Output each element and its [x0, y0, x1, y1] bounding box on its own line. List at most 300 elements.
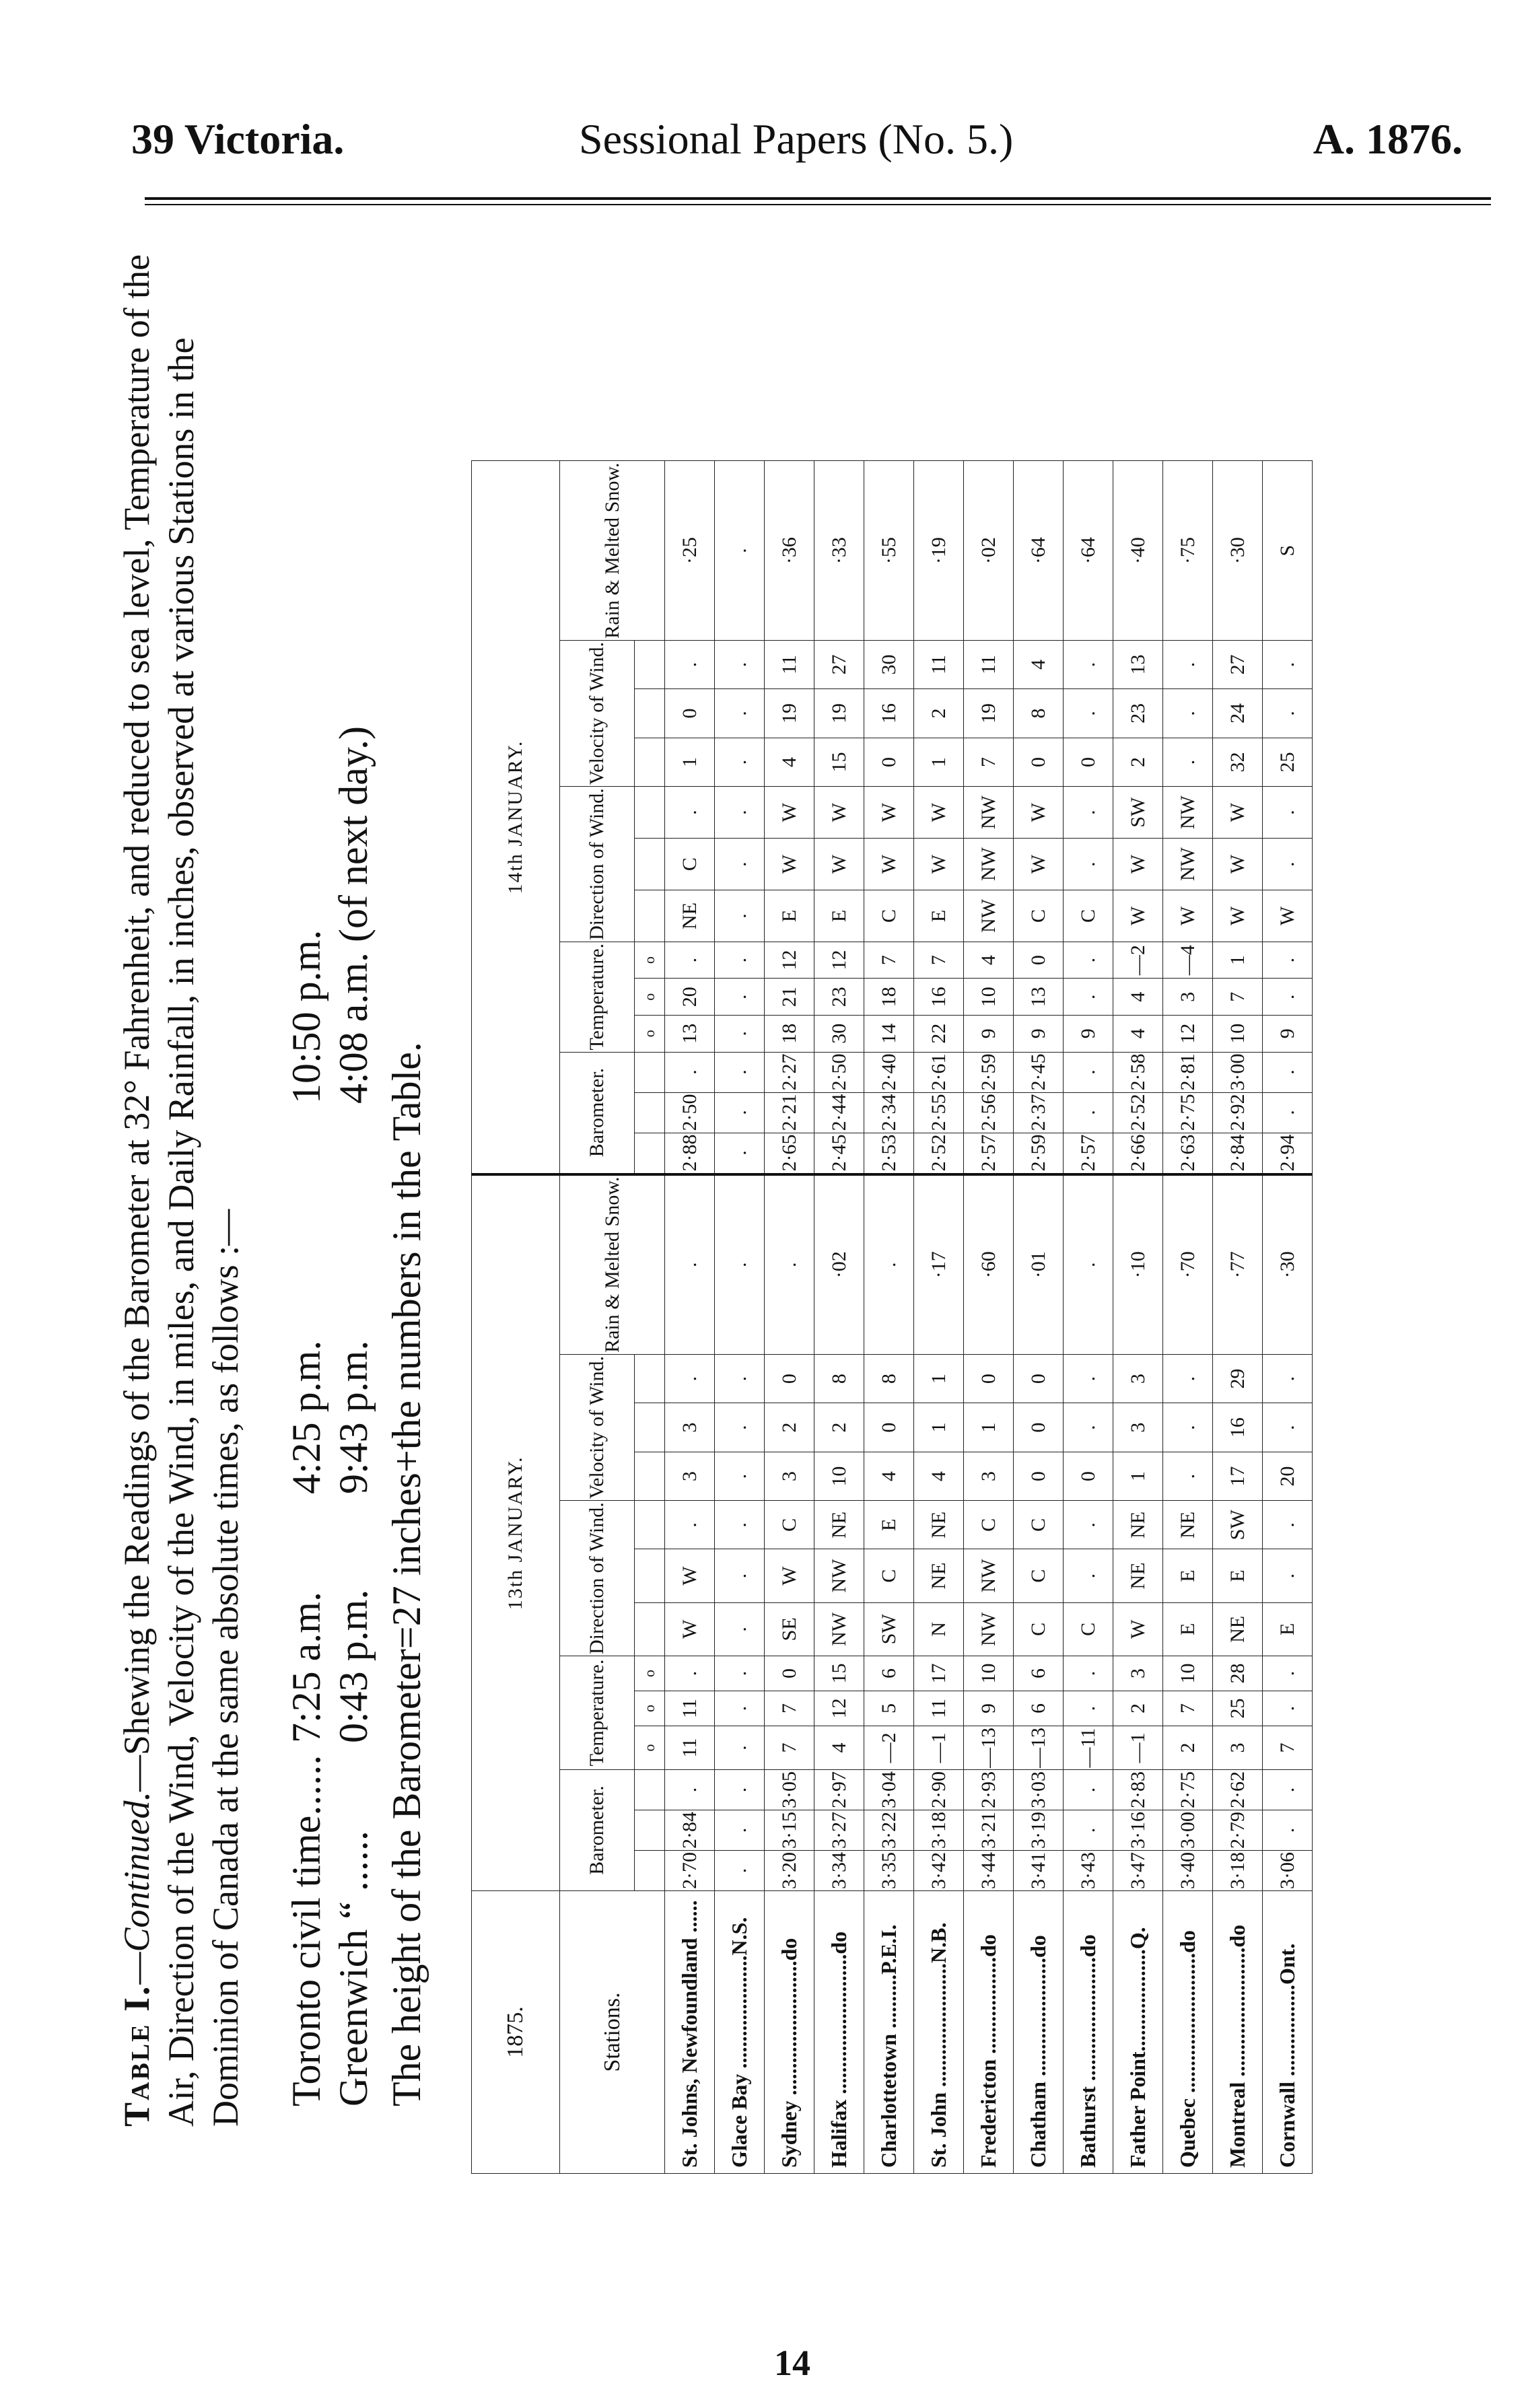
temperature-14: 14 — [864, 1016, 914, 1053]
rainfall-14: ·64 — [1064, 461, 1113, 640]
temperature-header: Temperature. — [560, 1656, 635, 1770]
temperature-14: 9 — [1014, 1016, 1064, 1053]
barometer-14: 2·56 — [964, 1092, 1014, 1133]
page-number: 14 — [774, 2343, 810, 2383]
temperature-14: 0 — [1014, 942, 1064, 979]
wind-velocity-14: 25 — [1263, 738, 1313, 786]
temperature-13: 17 — [914, 1656, 964, 1691]
group-14th-january: 14th JANUARY. — [472, 461, 560, 1174]
temperature-13: 7 — [1163, 1691, 1213, 1726]
wind-direction-14: W — [1113, 839, 1163, 890]
temperature-14: 7 — [914, 942, 964, 979]
barometer-14: . — [1064, 1092, 1113, 1133]
wind-direction-14: NE — [665, 890, 715, 942]
rainfall-13: . — [1064, 1174, 1113, 1355]
station-name: Cornwall .................Ont. — [1263, 1891, 1313, 2174]
barometer-13: . — [1064, 1810, 1113, 1851]
table-row — [1064, 461, 1113, 2174]
wind-direction-13: . — [715, 1501, 765, 1549]
wind-direction-14: W — [914, 839, 964, 890]
wind-velocity-14: 19 — [814, 689, 864, 738]
wind-velocity-14: . — [715, 738, 765, 786]
barometer-13: 3·35 — [864, 1851, 914, 1891]
wind-velocity-14: . — [715, 640, 765, 688]
wind-velocity-13: . — [665, 1354, 715, 1403]
rainfall-13: ·77 — [1213, 1174, 1263, 1355]
temperature-13: 2 — [1163, 1726, 1213, 1770]
wind-direction-14: W — [1014, 839, 1064, 890]
time-greenwich-1: 0:43 p.m. — [331, 1589, 376, 1743]
velocity-header: Velocity of Wind. — [560, 1354, 635, 1500]
temperature-14: . — [1064, 942, 1113, 979]
wind-direction-13: SW — [864, 1602, 914, 1656]
wind-velocity-14: 11 — [964, 640, 1014, 688]
barometer-13: 3·00 — [1163, 1810, 1213, 1851]
wind-direction-14: W — [864, 839, 914, 890]
temperature-14: 9 — [1064, 1016, 1113, 1053]
barometer-14: 2·52 — [1113, 1092, 1163, 1133]
degree-mark: o — [635, 979, 665, 1016]
temperature-14: . — [715, 979, 765, 1016]
time-column-3 — [283, 726, 377, 1104]
wind-velocity-13: 1 — [1113, 1452, 1163, 1500]
wind-direction-14: . — [715, 839, 765, 890]
wind-velocity-13: 1 — [914, 1403, 964, 1452]
wind-velocity-14: 23 — [1113, 689, 1163, 738]
barometer-13: 2·62 — [1213, 1770, 1263, 1810]
barometer-13: 3·18 — [914, 1810, 964, 1851]
temperature-13: —11 — [1064, 1726, 1113, 1770]
time-column-1 — [283, 1590, 377, 1743]
wind-direction-14: E — [765, 890, 814, 942]
table-row — [814, 461, 864, 2174]
wind-direction-14: W — [1213, 839, 1263, 890]
wind-direction-13: N — [914, 1602, 964, 1656]
barometer-13: . — [715, 1770, 765, 1810]
wind-direction-13: NE — [914, 1549, 964, 1602]
wind-direction-13: NE — [1213, 1602, 1263, 1656]
degree-mark: o — [635, 1656, 665, 1691]
observations-table — [471, 460, 1313, 2174]
wind-direction-14: NW — [1163, 787, 1213, 839]
temperature-13: 11 — [665, 1726, 715, 1770]
temperature-13: —2 — [864, 1726, 914, 1770]
wind-direction-13: E — [1163, 1602, 1213, 1656]
wind-velocity-14: 0 — [1014, 738, 1064, 786]
barometer-13: . — [715, 1851, 765, 1891]
temperature-14: . — [715, 1016, 765, 1053]
wind-direction-13: E — [864, 1501, 914, 1549]
temperature-13: —13 — [964, 1726, 1014, 1770]
time-toronto-1: 7:25 a.m. — [284, 1592, 328, 1743]
table-row — [1113, 461, 1163, 2174]
table-row — [964, 461, 1014, 2174]
wind-velocity-14: . — [1263, 689, 1313, 738]
wind-direction-14: W — [765, 839, 814, 890]
barometer-13: 3·44 — [964, 1851, 1014, 1891]
wind-direction-13: . — [715, 1602, 765, 1656]
rainfall-14: ·19 — [914, 461, 964, 640]
temperature-13: 2 — [1113, 1691, 1163, 1726]
temperature-13: 10 — [964, 1656, 1014, 1691]
station-name: Fredericton ..................do — [964, 1891, 1014, 2174]
wind-velocity-14: 4 — [765, 738, 814, 786]
barometer-13: 3·22 — [864, 1810, 914, 1851]
rainfall-14: ·40 — [1113, 461, 1163, 640]
rainfall-14: ·55 — [864, 461, 914, 640]
wind-direction-14: . — [1064, 839, 1113, 890]
wind-direction-14: W — [1263, 890, 1313, 942]
barometer-14: 2·63 — [1163, 1133, 1213, 1174]
wind-velocity-14: 27 — [814, 640, 864, 688]
barometer-13: 3·41 — [1014, 1851, 1064, 1891]
wind-direction-13: W — [1113, 1602, 1163, 1656]
wind-direction-14: W — [1213, 787, 1263, 839]
wind-direction-14: W — [914, 787, 964, 839]
wind-direction-13: W — [765, 1549, 814, 1602]
wind-velocity-13: . — [1163, 1403, 1213, 1452]
wind-velocity-14: 32 — [1213, 738, 1263, 786]
rainfall-14: ·30 — [1213, 461, 1263, 640]
wind-velocity-13: . — [715, 1354, 765, 1403]
barometer-13: 3·16 — [1113, 1810, 1163, 1851]
wind-velocity-13: 2 — [814, 1403, 864, 1452]
wind-velocity-13: 10 — [814, 1452, 864, 1500]
barometer-13: 3·05 — [765, 1770, 814, 1810]
temperature-14: —4 — [1163, 942, 1213, 979]
station-name: Quebec ..........................do — [1163, 1891, 1213, 2174]
temperature-14: 12 — [814, 942, 864, 979]
direction-header-2: Direction of Wind. — [560, 787, 635, 942]
temperature-13: 3 — [1213, 1726, 1263, 1770]
barometer-14: 2·92 — [1213, 1092, 1263, 1133]
wind-direction-13: NE — [814, 1501, 864, 1549]
barometer-14: 3·00 — [1213, 1052, 1263, 1092]
temperature-14: 10 — [1213, 1016, 1263, 1053]
wind-velocity-13: 3 — [665, 1452, 715, 1500]
time-greenwich-3: 4:08 a.m. (of next day.) — [331, 726, 376, 1104]
wind-direction-13: NW — [814, 1602, 864, 1656]
wind-velocity-14: 0 — [864, 738, 914, 786]
wind-velocity-14: 24 — [1213, 689, 1263, 738]
table-row — [715, 461, 765, 2174]
temperature-14: . — [715, 942, 765, 979]
temperature-13: 6 — [864, 1656, 914, 1691]
wind-velocity-13: 4 — [914, 1452, 964, 1500]
header-rule-thin — [145, 204, 1491, 205]
barometer-13: 3·21 — [964, 1810, 1014, 1851]
barometer-14: 2·59 — [964, 1052, 1014, 1092]
temperature-14: 7 — [1213, 979, 1263, 1016]
wind-velocity-13: 4 — [864, 1452, 914, 1500]
wind-direction-13: C — [864, 1549, 914, 1602]
wind-direction-14: . — [1263, 839, 1313, 890]
temperature-13: —1 — [1113, 1726, 1163, 1770]
wind-direction-13: NW — [964, 1549, 1014, 1602]
temperature-13: 7 — [765, 1726, 814, 1770]
rainfall-13: . — [765, 1174, 814, 1355]
station-name: Bathurst .......................do — [1064, 1891, 1113, 2174]
wind-direction-13: NE — [1113, 1501, 1163, 1549]
temperature-14: 3 — [1163, 979, 1213, 1016]
barometer-14: 2·52 — [914, 1133, 964, 1174]
direction-header: Direction of Wind. — [560, 1501, 635, 1656]
wind-direction-13: C — [1014, 1501, 1064, 1549]
wind-velocity-14: 2 — [1113, 738, 1163, 786]
wind-velocity-13: 3 — [964, 1452, 1014, 1500]
temperature-14: . — [1263, 979, 1313, 1016]
wind-direction-14: SW — [1113, 787, 1163, 839]
wind-direction-14: C — [1064, 890, 1113, 942]
caption-text: —Shewing the Readings of the Barometer at 32° Fahrenheit, and reduced to sea level, Temperature of the Air, Direction of the Wind, Velocity of the Wind, in miles, and Daily Rainfall, in inches, observed at various Stations in the Dominion of Canada at the same absolute times, as follows :— — [116, 254, 246, 2127]
temperature-13: 7 — [1263, 1726, 1313, 1770]
wind-direction-14: C — [665, 839, 715, 890]
temperature-14: 12 — [765, 942, 814, 979]
temperature-13: 3 — [1113, 1656, 1163, 1691]
station-name: Father Point...................Q. — [1113, 1891, 1163, 2174]
barometer-14: 2·94 — [1263, 1133, 1313, 1174]
toronto-label: Toronto civil time...... — [284, 1755, 328, 2106]
station-name: Sydney .........................do — [765, 1891, 814, 2174]
wind-velocity-14: 2 — [914, 689, 964, 738]
wind-velocity-13: 1 — [964, 1403, 1014, 1452]
barometer-14: . — [1263, 1092, 1313, 1133]
wind-direction-14: E — [814, 890, 864, 942]
wind-direction-14: NW — [964, 890, 1014, 942]
wind-velocity-13: . — [1064, 1403, 1113, 1452]
barometer-13: 2·79 — [1213, 1810, 1263, 1851]
wind-velocity-13: . — [715, 1403, 765, 1452]
wind-velocity-13: 29 — [1213, 1354, 1263, 1403]
barometer-14: 2·66 — [1113, 1133, 1163, 1174]
barometer-13: 2·83 — [1113, 1770, 1163, 1810]
barometer-14: 2·40 — [864, 1052, 914, 1092]
table-row — [1213, 461, 1263, 2174]
barometer-13: . — [665, 1770, 715, 1810]
time-toronto-3: 10:50 p.m. — [284, 929, 328, 1104]
temperature-13: —13 — [1014, 1726, 1064, 1770]
station-name: Glace Bay .....................N.S. — [715, 1891, 765, 2174]
station-name: Montreal ........................do — [1213, 1891, 1263, 2174]
temperature-14: . — [1064, 979, 1113, 1016]
temperature-13: . — [1263, 1691, 1313, 1726]
temperature-14: 18 — [765, 1016, 814, 1053]
wind-velocity-13: 8 — [814, 1354, 864, 1403]
wind-direction-14: W — [765, 787, 814, 839]
barometer-13: 3·27 — [814, 1810, 864, 1851]
wind-velocity-14: 16 — [864, 689, 914, 738]
wind-direction-14: C — [864, 890, 914, 942]
header-title: Sessional Papers (No. 5.) — [579, 115, 1014, 163]
wind-direction-14: . — [715, 787, 765, 839]
rainfall-13: ·17 — [914, 1174, 964, 1355]
wind-velocity-13: . — [1163, 1452, 1213, 1500]
barometer-13: . — [715, 1810, 765, 1851]
year-header: 1875. — [472, 1891, 560, 2174]
temperature-13: 15 — [814, 1656, 864, 1691]
wind-velocity-13: 3 — [765, 1452, 814, 1500]
temperature-13: 7 — [765, 1691, 814, 1726]
temperature-13: . — [715, 1726, 765, 1770]
wind-velocity-13: . — [1064, 1354, 1113, 1403]
temperature-13: 12 — [814, 1691, 864, 1726]
temperature-header-2: Temperature. — [560, 942, 635, 1052]
barometer-14: . — [665, 1052, 715, 1092]
rainfall-14: ·75 — [1163, 461, 1213, 640]
temperature-14: 9 — [1263, 1016, 1313, 1053]
wind-velocity-13: 0 — [864, 1403, 914, 1452]
stations-header: Stations. — [560, 1891, 665, 2174]
wind-velocity-14: . — [1163, 689, 1213, 738]
barometer-14: 2·59 — [1014, 1133, 1064, 1174]
barometer-14: 2·55 — [914, 1092, 964, 1133]
rainfall-13: . — [864, 1174, 914, 1355]
barometer-13: 3·15 — [765, 1810, 814, 1851]
temperature-13: . — [665, 1656, 715, 1691]
temperature-14: 7 — [864, 942, 914, 979]
temperature-13: 11 — [914, 1691, 964, 1726]
table-row — [1014, 461, 1064, 2174]
barometer-14: 2·44 — [814, 1092, 864, 1133]
temperature-14: 18 — [864, 979, 914, 1016]
temperature-14: . — [665, 942, 715, 979]
wind-velocity-14: 19 — [964, 689, 1014, 738]
barometer-13: 3·18 — [1213, 1851, 1263, 1891]
wind-velocity-13: 16 — [1213, 1403, 1263, 1452]
temperature-14: 4 — [1113, 979, 1163, 1016]
temperature-13: 0 — [765, 1656, 814, 1691]
time-column-2 — [283, 1341, 377, 1494]
wind-velocity-14: 19 — [765, 689, 814, 738]
barometer-14: 2·53 — [864, 1133, 914, 1174]
table-row — [1163, 461, 1213, 2174]
barometer-header-2: Barometer. — [560, 1052, 635, 1174]
wind-velocity-14: . — [1163, 640, 1213, 688]
temperature-13: . — [715, 1656, 765, 1691]
wind-direction-14: W — [1213, 890, 1263, 942]
temperature-13: 10 — [1163, 1656, 1213, 1691]
barometer-14: 2·57 — [1064, 1133, 1113, 1174]
wind-velocity-14: . — [715, 689, 765, 738]
rainfall-13: ·10 — [1113, 1174, 1163, 1355]
wind-velocity-14: 4 — [1014, 640, 1064, 688]
rainfall-13: ·70 — [1163, 1174, 1213, 1355]
temperature-13: 25 — [1213, 1691, 1263, 1726]
temperature-14: 4 — [1113, 1016, 1163, 1053]
barometer-14: 2·45 — [814, 1133, 864, 1174]
rainfall-14: ·25 — [665, 461, 715, 640]
rainfall-14: ·64 — [1014, 461, 1064, 640]
wind-velocity-14: 7 — [964, 738, 1014, 786]
temperature-14: 21 — [765, 979, 814, 1016]
barometer-14: 2·34 — [864, 1092, 914, 1133]
wind-direction-13: C — [964, 1501, 1014, 1549]
wind-direction-14: . — [715, 890, 765, 942]
barometer-13: 3·42 — [914, 1851, 964, 1891]
wind-direction-13: NE — [1113, 1549, 1163, 1602]
temperature-14: 10 — [964, 979, 1014, 1016]
barometer-14: 2·75 — [1163, 1092, 1213, 1133]
temperature-13: . — [1064, 1691, 1113, 1726]
wind-velocity-13: . — [1163, 1354, 1213, 1403]
barometer-14: 2·65 — [765, 1133, 814, 1174]
rainfall-14: ·36 — [765, 461, 814, 640]
wind-direction-13: NE — [1163, 1501, 1213, 1549]
wind-direction-14: . — [1263, 787, 1313, 839]
barometer-13: 3·19 — [1014, 1810, 1064, 1851]
wind-velocity-13: 0 — [765, 1354, 814, 1403]
barometer-13: 2·97 — [814, 1770, 864, 1810]
station-name: Halifax ..........................do — [814, 1891, 864, 2174]
wind-velocity-14: 1 — [665, 738, 715, 786]
wind-direction-14: E — [914, 890, 964, 942]
barometer-height-note: The height of the Barometer=27 inches+the numbers in the Table. — [384, 1042, 429, 2106]
wind-velocity-13: 0 — [1014, 1452, 1064, 1500]
barometer-14: 2·88 — [665, 1133, 715, 1174]
wind-direction-14: W — [1163, 890, 1213, 942]
wind-velocity-14: 0 — [665, 689, 715, 738]
temperature-13: 11 — [665, 1691, 715, 1726]
degree-mark: o — [635, 942, 665, 979]
barometer-14: 2·58 — [1113, 1052, 1163, 1092]
wind-velocity-14: . — [1064, 689, 1113, 738]
temperature-13: . — [715, 1691, 765, 1726]
wind-direction-14: W — [814, 787, 864, 839]
temperature-13: 6 — [1014, 1691, 1064, 1726]
wind-direction-14: W — [864, 787, 914, 839]
wind-velocity-13: 20 — [1263, 1452, 1313, 1500]
wind-velocity-14: 30 — [864, 640, 914, 688]
barometer-14: 2·45 — [1014, 1052, 1064, 1092]
barometer-13: 2·90 — [914, 1770, 964, 1810]
time-labels — [283, 1755, 377, 2106]
barometer-13: 3·40 — [1163, 1851, 1213, 1891]
temperature-14: 1 — [1213, 942, 1263, 979]
temperature-13: 5 — [864, 1691, 914, 1726]
wind-direction-14: C — [1014, 890, 1064, 942]
degree-mark: o — [635, 1691, 665, 1726]
station-name: St. Johns, Newfoundland ...... — [665, 1891, 715, 2174]
wind-velocity-13: 0 — [1014, 1403, 1064, 1452]
barometer-13: 2·75 — [1163, 1770, 1213, 1810]
wind-velocity-13: 2 — [765, 1403, 814, 1452]
wind-velocity-13: 1 — [914, 1354, 964, 1403]
caption-continued: —Continued. — [116, 1791, 157, 1985]
header-year: A. 1876. — [1313, 115, 1463, 163]
barometer-13: 3·43 — [1064, 1851, 1113, 1891]
wind-direction-14: W — [1014, 787, 1064, 839]
barometer-13: . — [1263, 1770, 1313, 1810]
wind-direction-13: SE — [765, 1602, 814, 1656]
wind-direction-13: NE — [914, 1501, 964, 1549]
barometer-14: 2·81 — [1163, 1052, 1213, 1092]
barometer-14: 2·37 — [1014, 1092, 1064, 1133]
wind-velocity-14: 8 — [1014, 689, 1064, 738]
barometer-14: 2·61 — [914, 1052, 964, 1092]
wind-velocity-14: 0 — [1064, 738, 1113, 786]
wind-velocity-13: 3 — [665, 1403, 715, 1452]
temperature-13: 4 — [814, 1726, 864, 1770]
barometer-14: 2·27 — [765, 1052, 814, 1092]
station-name: Chatham ......................do — [1014, 1891, 1064, 2174]
group-13th-january: 13th JANUARY. — [472, 1174, 560, 1891]
wind-direction-13: E — [1163, 1549, 1213, 1602]
wind-velocity-13: . — [1263, 1403, 1313, 1452]
wind-direction-13: W — [665, 1602, 715, 1656]
temperature-13: —1 — [914, 1726, 964, 1770]
wind-velocity-14: 11 — [914, 640, 964, 688]
time-toronto-2: 4:25 p.m. — [284, 1340, 328, 1494]
